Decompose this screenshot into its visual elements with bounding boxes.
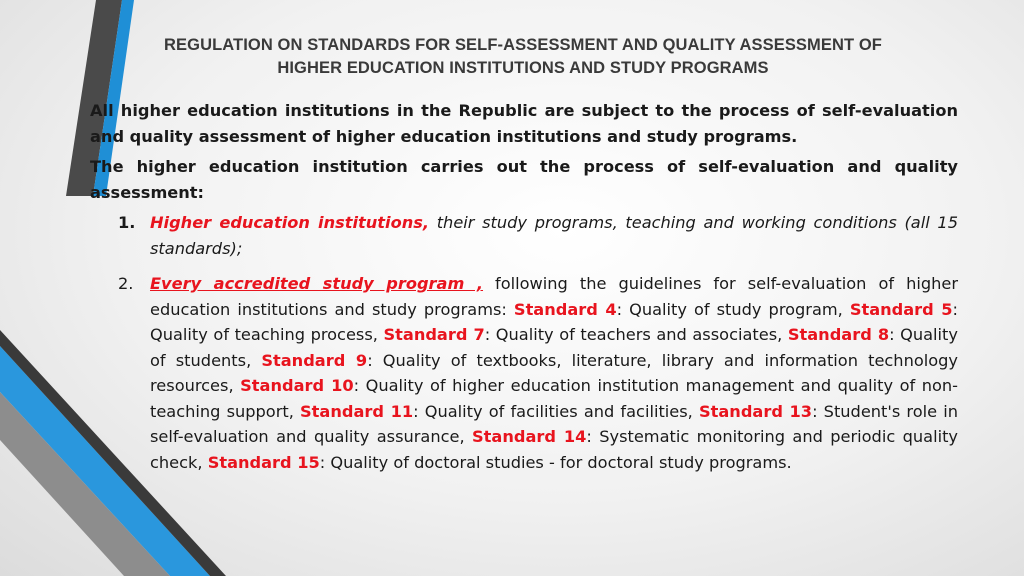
- list-item: [90, 210, 958, 261]
- standard-label: Standard 5: [849, 299, 953, 319]
- standard-label: Standard 8: [787, 325, 890, 344]
- item-number: 2.: [118, 274, 134, 293]
- title-line-2: HIGHER EDUCATION INSTITUTIONS AND STUDY PROGRAMS: [277, 59, 769, 77]
- intro-paragraph-1: All higher education institutions in the Republic are subject to the process of self-evaluation and quality assessment of higher education institutions and study programs.: [90, 101, 958, 146]
- item-lead: Every accredited study program ,: [150, 274, 484, 293]
- content-body: [90, 98, 958, 475]
- standard-desc: : Quality of doctoral studies - for doctoral study programs.: [319, 452, 792, 472]
- standard-label: Standard 11: [300, 401, 414, 421]
- item-lead: Higher education institutions,: [150, 213, 430, 232]
- standard-label: Standard 14: [472, 427, 587, 446]
- standard-desc: : Quality of teachers and associates,: [484, 325, 788, 344]
- list-item: [90, 271, 958, 475]
- standard-label: Standard 10: [240, 376, 354, 395]
- standard-desc: : Quality of facilities and facilities,: [413, 401, 699, 421]
- standard-label: Standard 13: [698, 401, 813, 421]
- standard-desc: : Quality of teaching process,: [150, 299, 959, 344]
- standard-label: Standard 9: [261, 350, 368, 370]
- item-number: 1.: [118, 213, 136, 232]
- item-text: following the guidelines for self-evaluation of higher education institutions and study programs:: [150, 274, 959, 319]
- title-line-1: REGULATION ON STANDARDS FOR SELF-ASSESSMENT AND QUALITY ASSESSMENT OF: [164, 36, 882, 54]
- standard-desc: : Quality of study program,: [616, 299, 850, 319]
- standard-label: Standard 7: [383, 325, 485, 344]
- item-text: their study programs, teaching and working conditions (all 15 standards);: [150, 213, 958, 258]
- page-title: [90, 34, 956, 80]
- standard-label: Standard 4: [513, 299, 617, 319]
- standard-desc: : Quality of students,: [150, 325, 958, 370]
- standard-desc: : Student's role in self-evaluation and quality assurance,: [150, 401, 958, 446]
- standard-desc: : Quality of higher education institution management and quality of non-teaching support,: [150, 376, 958, 421]
- standard-label: Standard 15: [207, 452, 320, 472]
- intro-paragraph-2: The higher education institution carries out the process of self-evaluation and quality assessment:: [90, 157, 958, 202]
- standard-desc: : Systematic monitoring and periodic quality check,: [150, 427, 959, 472]
- standard-desc: : Quality of textbooks, literature, library and information technology resources,: [150, 350, 958, 395]
- assessment-list: [90, 210, 958, 475]
